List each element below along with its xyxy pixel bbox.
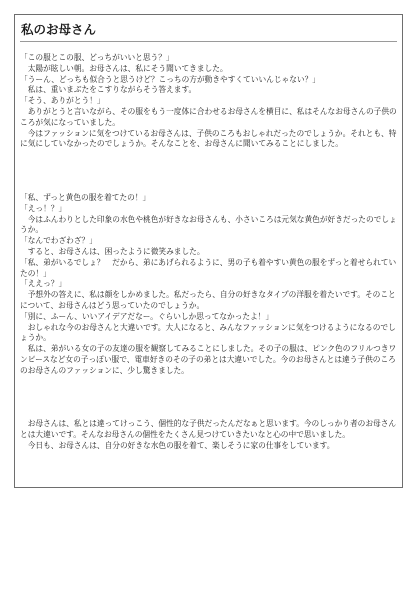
story-paragraph: 「ええっ？」 [20,279,67,289]
title-underline [20,41,397,42]
story-paragraph: 「うーん、どっちも似合うと思うけど？こっちの方が動きやすくていいんじゃない？」 [20,74,320,84]
paragraph-spacer [20,166,398,177]
story-paragraph: お母さんは、私とは違ってけっこう、個性的な子供だったんだなぁと思います。今のしっかり者のお母さんとは大違いです。そんなお母さんの個性をたくさん見つけていきたいなと心の中で思いました。 [20,419,397,440]
story-paragraph: 太陽が眩しい朝。お母さんは、私にそう聞いてきました。 [20,63,228,73]
story-paragraph: 「そう、ありがとう！」 [20,96,105,106]
story-paragraph: 「別に、ふーん、いいアイデアだなー。ぐらいしか思ってなかったよ！」 [20,311,274,321]
story-paragraph: 「私、弟がいるでしょ？ だから、弟にあげられるように、男の子も着やすい黄色の服をずっと着せられていたの！」 [20,257,397,278]
story-paragraph: 予想外の答えに、私は顔をしかめました。私だったら、自分の好きなタイプの洋服を着たいです。そのことについて、お母さんはどう思っていたのでしょうか。 [20,290,396,310]
story-paragraph: 今はふんわりとした印象の水色や桃色が好きなお母さんも、小さいころは元気な黄色が好きだったのでしょうか。 [20,214,397,235]
story-paragraph: 私は、弟がいる女の子の友達の服を観察してみることにしました。その子の服は、ピンク色のフリルつきワンピースなど女の子っぽい服で、電車好きのその子の弟とは大違いでした。今のお母さんとは違う子供のころのお母さんのファッションに、少し驚きました。 [20,344,397,375]
story-paragraph: すると、お母さんは、困ったように微笑みました。 [20,246,205,256]
story-paragraph: 「この服とこの服、どっちがいいと思う？」 [20,53,174,62]
essay-body [20,53,398,452]
story-paragraph: 「私、ずっと黄色の服を着てたの！」 [20,192,151,202]
story-paragraph: 私は、重いまぶたをこすりながらそう答えます。 [20,85,197,95]
story-paragraph: ありがとうと言いながら、その服をもう一度体に合わせるお母さんを横目に、私はそんなお母さんの子供のころが気になっていました。 [20,106,397,127]
story-paragraph: おしゃれな今のお母さんと大違いです。大人になると、みんなファッションに気をつけるようになるのでしょうか。 [20,322,396,343]
story-paragraph: 今はファッションに気をつけているお母さんは、子供のころもおしゃれだったのでしょうか。それとも、特に気にしていなかったのでしょうか。そんなことを、お母さんに聞いてみることにしました。 [20,128,397,149]
paragraph-spacer [20,393,398,404]
story-paragraph: 今日も、お母さんは、自分の好きな水色の服を着て、楽しそうに家の仕事をしています。 [20,440,335,450]
essay-frame [14,14,403,488]
story-paragraph: 「なんでわざわざ？」 [20,236,97,246]
essay-title: 私のお母さん [21,22,97,37]
story-paragraph: 「えっ！？」 [20,203,67,213]
